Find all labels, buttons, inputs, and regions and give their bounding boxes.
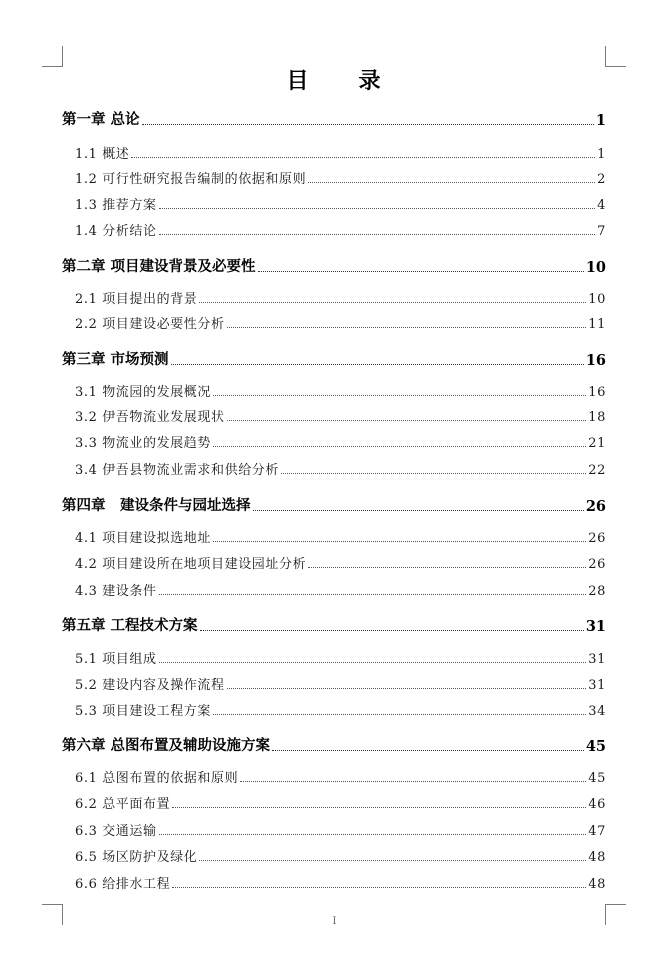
toc-dot-leader	[227, 420, 587, 421]
toc-page-number: 10	[588, 292, 606, 307]
toc-entry-label: 第三章 市场预测	[62, 351, 169, 368]
toc-dot-leader	[172, 887, 586, 888]
toc-dot-leader	[171, 364, 584, 365]
toc-section-entry[interactable]	[75, 700, 606, 719]
toc-section-entry[interactable]	[75, 674, 606, 693]
page-title: 目 录	[286, 68, 383, 94]
toc-entry-label: 4.2 项目建设所在地项目建设园址分析	[75, 557, 307, 572]
toc-dot-leader	[213, 395, 586, 396]
toc-chapter-entry[interactable]	[62, 494, 606, 515]
toc-dot-leader	[281, 473, 586, 474]
toc-section-entry[interactable]	[75, 648, 606, 667]
page-number-footer: I	[332, 916, 337, 927]
toc-page-number: 26	[585, 498, 606, 515]
toc-page-number: 10	[585, 259, 606, 276]
toc-page-number: 31	[588, 652, 606, 667]
toc-dot-leader	[172, 807, 586, 808]
toc-entry-label: 第五章 工程技术方案	[62, 617, 198, 634]
toc-page-number: 4	[597, 198, 606, 213]
toc-entry-label: 6.1 总图布置的依据和原则	[75, 771, 239, 786]
toc-page-number: 46	[588, 797, 606, 812]
toc-section-entry[interactable]	[75, 793, 606, 812]
toc-page-number: 26	[588, 557, 606, 572]
toc-section-entry[interactable]	[75, 820, 606, 839]
toc-dot-leader	[159, 834, 587, 835]
toc-dot-leader	[142, 124, 594, 125]
toc-dot-leader	[258, 271, 584, 272]
toc-dot-leader	[199, 860, 586, 861]
toc-dot-leader	[131, 157, 595, 158]
toc-entry-label: 3.4 伊吾县物流业需求和供给分析	[75, 463, 280, 478]
toc-entry-label: 3.1 物流园的发展概况	[75, 385, 212, 400]
toc-dot-leader	[240, 781, 586, 782]
toc-entry-label: 5.1 项目组成	[75, 652, 157, 667]
toc-entry-label: 第六章 总图布置及辅助设施方案	[62, 737, 271, 754]
toc-section-entry[interactable]	[75, 194, 606, 213]
toc-page-number: 1	[595, 112, 606, 129]
toc-entry-label: 2.2 项目建设必要性分析	[75, 317, 225, 332]
toc-entry-label: 第二章 项目建设背景及必要性	[62, 258, 256, 275]
toc-page-number: 31	[588, 678, 606, 693]
toc-chapter-entry[interactable]	[62, 734, 606, 755]
toc-section-entry[interactable]	[75, 143, 606, 162]
toc-entry-label: 第四章 建设条件与园址选择	[62, 497, 251, 514]
toc-page-number: 7	[597, 224, 606, 239]
toc-section-entry[interactable]	[75, 406, 606, 425]
toc-page-number: 2	[597, 172, 606, 187]
toc-section-entry[interactable]	[75, 527, 606, 546]
toc-entry-label: 6.3 交通运输	[75, 824, 157, 839]
toc-entry-label: 2.1 项目提出的背景	[75, 292, 198, 307]
toc-dot-leader	[272, 750, 584, 751]
toc-entry-label: 1.2 可行性研究报告编制的依据和原则	[75, 172, 307, 187]
toc-chapter-entry[interactable]	[62, 614, 606, 635]
toc-entry-label: 4.3 建设条件	[75, 584, 157, 599]
toc-dot-leader	[213, 446, 586, 447]
toc-page-number: 22	[588, 463, 606, 478]
toc-entry-label: 第一章 总论	[62, 111, 140, 128]
toc-section-entry[interactable]	[75, 168, 606, 187]
toc-section-entry[interactable]	[75, 553, 606, 572]
toc-entry-label: 1.4 分析结论	[75, 224, 157, 239]
toc-page-number: 48	[588, 850, 606, 865]
toc-page-number: 21	[588, 436, 606, 451]
toc-dot-leader	[213, 714, 586, 715]
toc-chapter-entry[interactable]	[62, 255, 606, 276]
toc-section-entry[interactable]	[75, 288, 606, 307]
toc-entry-label: 3.2 伊吾物流业发展现状	[75, 410, 225, 425]
toc-dot-leader	[159, 234, 596, 235]
toc-entry-label: 5.2 建设内容及操作流程	[75, 678, 225, 693]
toc-entry-label: 4.1 项目建设拟选地址	[75, 531, 212, 546]
toc-entry-label: 1.3 推荐方案	[75, 198, 157, 213]
toc-section-entry[interactable]	[75, 767, 606, 786]
toc-page-number: 48	[588, 877, 606, 892]
toc-page-number: 16	[588, 385, 606, 400]
toc-section-entry[interactable]	[75, 313, 606, 332]
toc-entry-label: 1.1 概述	[75, 147, 130, 162]
toc-entry-label: 3.3 物流业的发展趋势	[75, 436, 212, 451]
toc-page-number: 11	[588, 317, 606, 332]
toc-chapter-entry[interactable]	[62, 108, 606, 129]
toc-section-entry[interactable]	[75, 459, 606, 478]
toc-chapter-entry[interactable]	[62, 348, 606, 369]
toc-entry-label: 6.6 给排水工程	[75, 877, 171, 892]
toc-page-number: 31	[585, 618, 606, 635]
toc-dot-leader	[213, 541, 586, 542]
toc-section-entry[interactable]	[75, 432, 606, 451]
toc-dot-leader	[200, 630, 584, 631]
toc-page-number: 45	[585, 738, 606, 755]
toc-dot-leader	[253, 510, 584, 511]
toc-dot-leader	[227, 327, 587, 328]
toc-section-entry[interactable]	[75, 846, 606, 865]
toc-entry-label: 6.2 总平面布置	[75, 797, 171, 812]
toc-page-number: 28	[588, 584, 606, 599]
toc-page-number: 1	[597, 147, 606, 162]
toc-page-number: 47	[588, 824, 606, 839]
toc-section-entry[interactable]	[75, 381, 606, 400]
toc-section-entry[interactable]	[75, 220, 606, 239]
toc-page-number: 26	[588, 531, 606, 546]
toc-dot-leader	[159, 208, 596, 209]
toc-dot-leader	[199, 302, 586, 303]
toc-dot-leader	[308, 182, 595, 183]
toc-dot-leader	[159, 662, 587, 663]
toc-dot-leader	[308, 567, 586, 568]
toc-entry-label: 5.3 项目建设工程方案	[75, 704, 212, 719]
toc-page-number: 18	[588, 410, 606, 425]
toc-entry-label: 6.5 场区防护及绿化	[75, 850, 198, 865]
toc-page-number: 34	[588, 704, 606, 719]
toc-section-entry[interactable]	[75, 873, 606, 892]
toc-page-number: 45	[588, 771, 606, 786]
toc-dot-leader	[227, 688, 587, 689]
toc-section-entry[interactable]	[75, 580, 606, 599]
toc-dot-leader	[159, 594, 587, 595]
toc-page-number: 16	[585, 352, 606, 369]
